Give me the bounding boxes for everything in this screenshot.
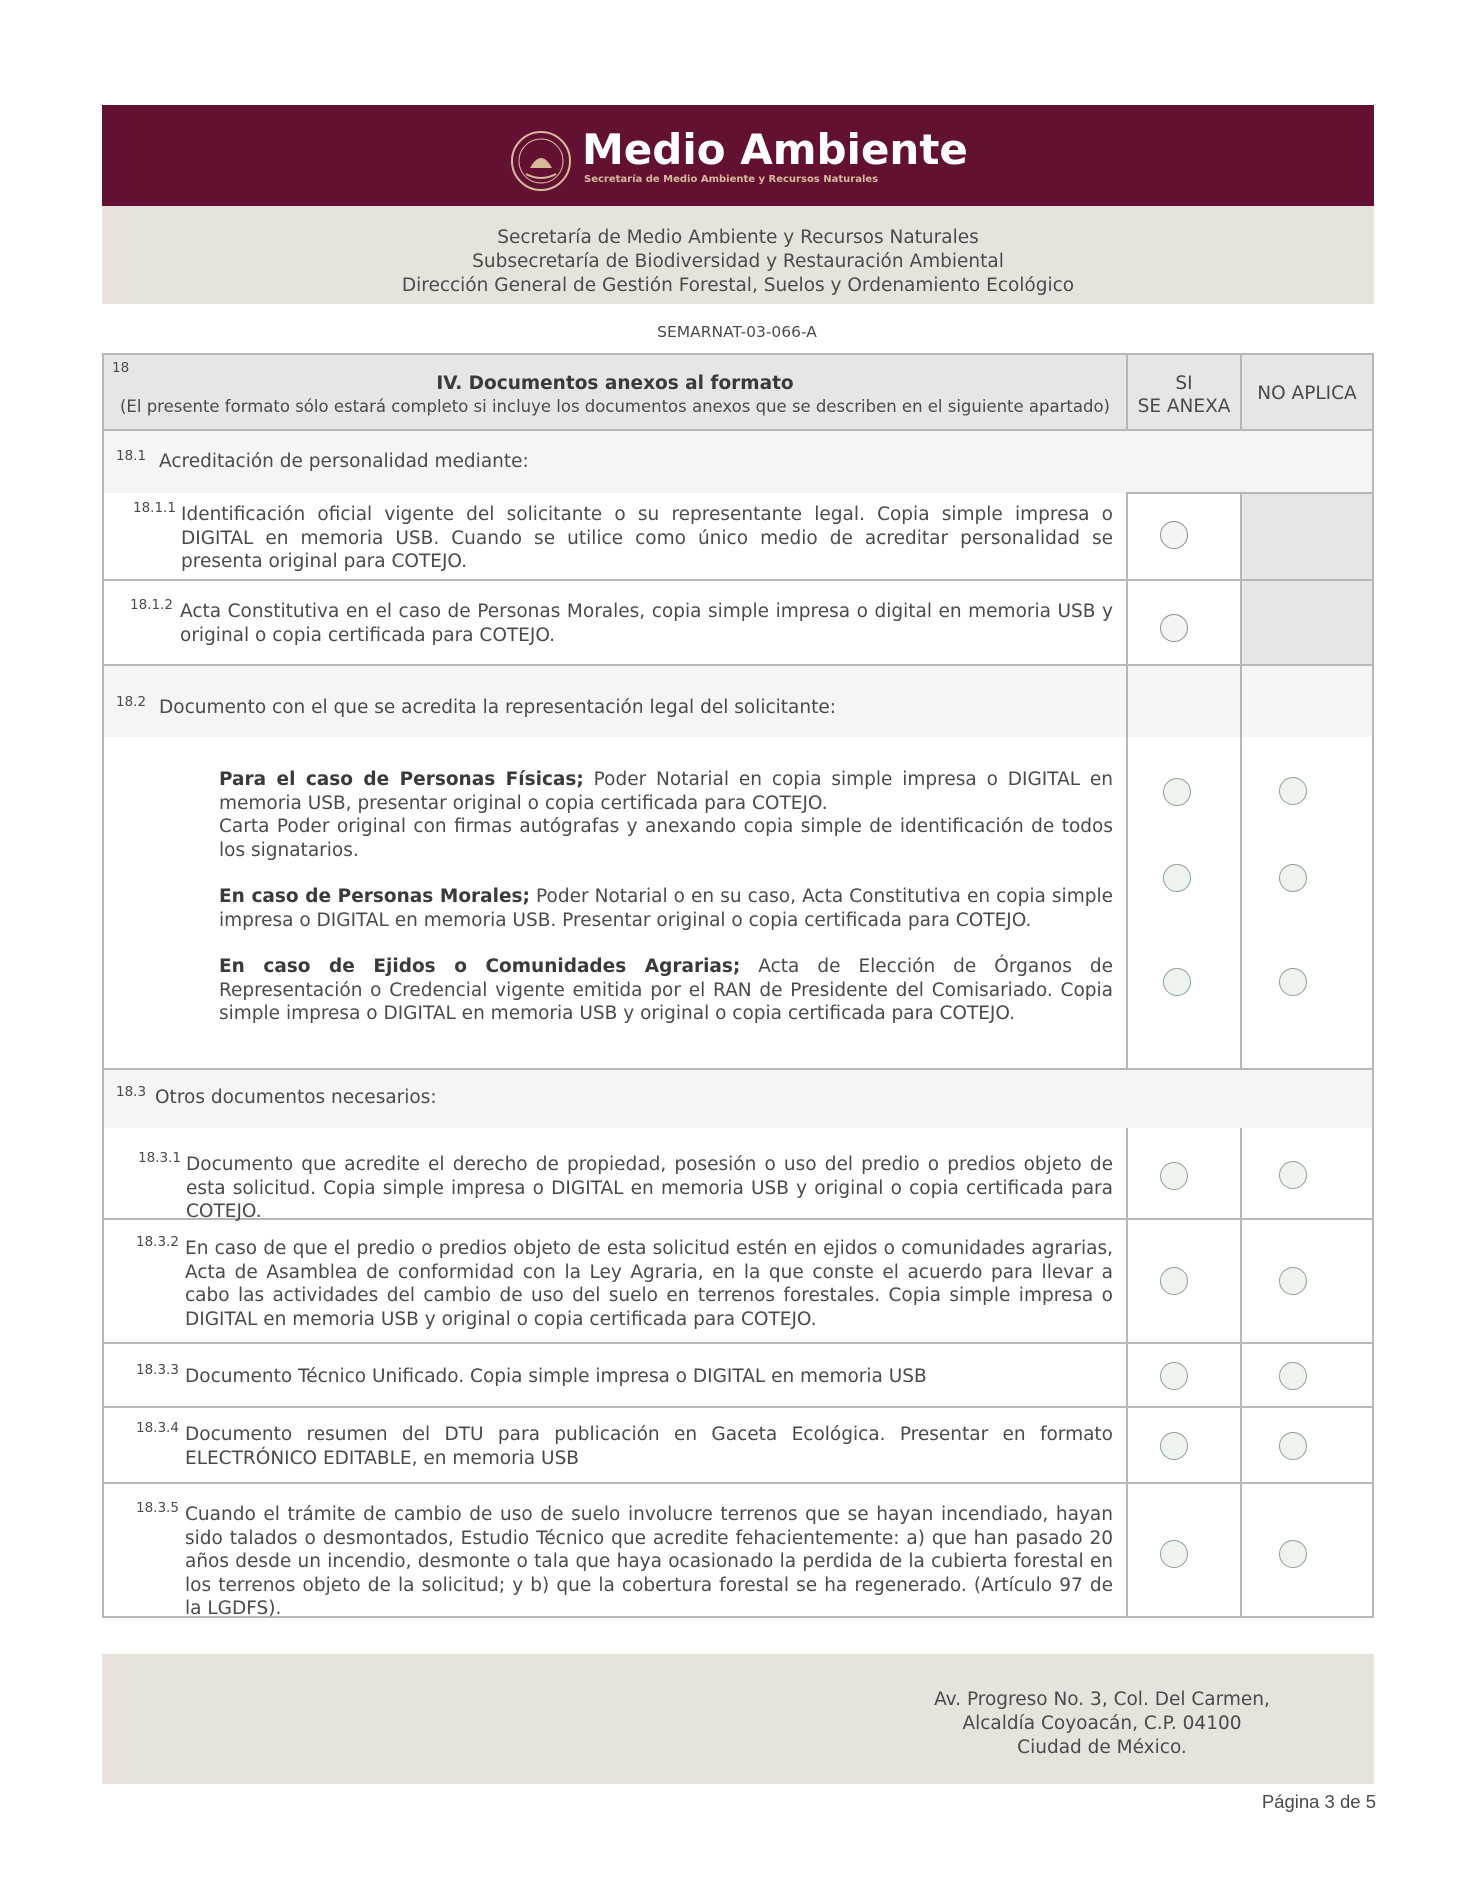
item-bold-label: En caso de Personas Morales; bbox=[219, 886, 530, 907]
radio-no-aplica-18-3-3[interactable] bbox=[1279, 1362, 1307, 1390]
group-label: Otros documentos necesarios: bbox=[155, 1087, 437, 1108]
column-header-si-line: SI bbox=[1175, 373, 1193, 394]
item-number: 18.1.1 bbox=[133, 500, 176, 516]
radio-no-aplica-18-3-5[interactable] bbox=[1279, 1540, 1307, 1568]
item-text-part: Poder Notarial en copia simple impresa o DIGITAL en memoria USB, presentar original o copia certificada para COTEJO. bbox=[219, 769, 1114, 814]
item-text: Documento resumen del DTU para publicación en Gaceta Ecológica. Presentar en formato ELECTRÓNICO EDITABLE, en memoria USB bbox=[185, 1424, 1113, 1469]
radio-si-carta-poder[interactable] bbox=[1163, 864, 1191, 892]
radio-si-ejidos[interactable] bbox=[1163, 968, 1191, 996]
section-number: 18 bbox=[112, 360, 130, 376]
semarnat-logo bbox=[510, 125, 968, 190]
item-text: Documento Técnico Unificado. Copia simple impresa o DIGITAL en memoria USB bbox=[185, 1366, 927, 1387]
radio-si-18-3-2[interactable] bbox=[1160, 1267, 1188, 1295]
item-text-personas-fisicas bbox=[219, 768, 1113, 815]
column-header-si bbox=[1128, 372, 1240, 418]
radio-no-aplica-fisicas[interactable] bbox=[1279, 777, 1307, 805]
item-text-part: Poder Notarial o en su caso, Acta Constitutiva en copia simple impresa o DIGITAL en memoria USB. Presentar original o copia certificada para COTEJO. bbox=[219, 886, 1113, 931]
group-number: 18.1 bbox=[116, 448, 147, 464]
radio-no-aplica-18-3-1[interactable] bbox=[1279, 1161, 1307, 1189]
item-text: Documento que acredite el derecho de propiedad, posesión o uso del predio o predios objeto de esta solicitud. Copia simple impresa o DIGITAL en memoria USB y original o copia certificada para COTEJO. bbox=[186, 1154, 1113, 1222]
item-number: 18.3.5 bbox=[136, 1500, 179, 1516]
institution-line: Dirección General de Gestión Forestal, Suelos y Ordenamiento Ecológico bbox=[401, 275, 1075, 296]
brand-subtitle: Secretaría de Medio Ambiente y Recursos Naturales bbox=[584, 174, 879, 185]
institution-line: Subsecretaría de Biodiversidad y Restauración Ambiental bbox=[472, 251, 1004, 272]
radio-no-aplica-carta-poder[interactable] bbox=[1279, 864, 1307, 892]
address bbox=[882, 1688, 1322, 1760]
radio-si-18-3-3[interactable] bbox=[1160, 1362, 1188, 1390]
item-number: 18.3.4 bbox=[136, 1420, 179, 1436]
section-title: IV. Documentos anexos al formato bbox=[436, 373, 794, 394]
address-line: Alcaldía Coyoacán, C.P. 04100 bbox=[962, 1713, 1242, 1734]
group-label: Acreditación de personalidad mediante: bbox=[159, 451, 529, 472]
item-bold-label: En caso de Ejidos o Comunidades Agrarias; bbox=[219, 956, 741, 977]
item-text-ejidos bbox=[219, 955, 1113, 1026]
radio-si-18-3-1[interactable] bbox=[1160, 1162, 1188, 1190]
item-number: 18.3.1 bbox=[138, 1150, 181, 1166]
item-text: Acta Constitutiva en el caso de Personas Morales, copia simple impresa o digital en memoria USB y original o copia certificada para COTEJO. bbox=[180, 601, 1113, 646]
address-line: Av. Progreso No. 3, Col. Del Carmen, bbox=[934, 1689, 1270, 1710]
column-header-si-line: SE ANEXA bbox=[1137, 396, 1231, 417]
group-number: 18.2 bbox=[116, 694, 147, 710]
radio-no-aplica-18-3-2[interactable] bbox=[1279, 1267, 1307, 1295]
address-line: Ciudad de México. bbox=[1017, 1737, 1187, 1758]
form-code: SEMARNAT-03-066-A bbox=[657, 323, 817, 341]
item-text-part: Acta de Elección de Órganos de Representación o Credencial vigente emitida por el RAN de Presidente del Comisariado. Copia simple impresa o DIGITAL en memoria USB y original o copia certificada para COTEJO. bbox=[219, 956, 1113, 1024]
radio-si-18-1-1[interactable] bbox=[1160, 521, 1188, 549]
item-text-personas-morales bbox=[219, 885, 1113, 932]
group-label: Documento con el que se acredita la representación legal del solicitante: bbox=[159, 697, 836, 718]
radio-no-aplica-ejidos[interactable] bbox=[1279, 968, 1307, 996]
national-emblem-icon bbox=[510, 130, 572, 192]
item-number: 18.3.3 bbox=[136, 1362, 179, 1378]
institution-band bbox=[102, 206, 1374, 304]
item-number: 18.3.2 bbox=[136, 1234, 179, 1250]
brand-name: Medio Ambiente bbox=[582, 125, 968, 174]
radio-si-18-1-2[interactable] bbox=[1160, 614, 1188, 642]
radio-si-18-3-4[interactable] bbox=[1160, 1432, 1188, 1460]
page-number: Página 3 de 5 bbox=[1261, 1791, 1376, 1812]
footer-band bbox=[102, 1654, 1374, 1784]
group-number: 18.3 bbox=[116, 1084, 147, 1100]
item-text-carta-poder: Carta Poder original con firmas autógrafas y anexando copia simple de identificación de todos los signatarios. bbox=[219, 816, 1113, 861]
column-header-no-aplica: NO APLICA bbox=[1257, 383, 1357, 404]
item-bold-label: Para el caso de Personas Físicas; bbox=[219, 769, 584, 790]
radio-si-18-3-5[interactable] bbox=[1160, 1540, 1188, 1568]
item-text: Identificación oficial vigente del solicitante o su representante legal. Copia simple impresa o DIGITAL en memoria USB. Cuando se utilice como único medio de acreditar personalidad se presenta original para COTEJO. bbox=[181, 504, 1113, 572]
radio-si-fisicas[interactable] bbox=[1163, 778, 1191, 806]
item-text: En caso de que el predio o predios objeto de esta solicitud estén en ejidos o comunidades agrarias, Acta de Asamblea de conformidad con la Ley Agraria, en la que conste el acuerdo para llevar a cabo las actividades del cambio de uso del suelo en terrenos forestales. Copia simple impresa o DIGITAL en memoria USB y original o copia certificada para COTEJO. bbox=[185, 1238, 1113, 1330]
item-number: 18.1.2 bbox=[130, 597, 173, 613]
radio-no-aplica-18-3-4[interactable] bbox=[1279, 1432, 1307, 1460]
item-text: Cuando el trámite de cambio de uso de suelo involucre terrenos que se hayan incendiado, hayan sido talados o desmontados, Estudio Técnico que acredite fehacientemente: a) que han pasado 20 años desde un incendio, desmonte o tala que haya ocasionado la perdida de la cubierta forestal en los terrenos objeto de la solicitud; y b) que la cobertura forestal se ha regenerado. (Artículo 97 de la LGDFS). bbox=[185, 1504, 1113, 1619]
section-subtitle: (El presente formato sólo estará completo si incluye los documentos anexos que se describen en el siguiente apartado) bbox=[120, 397, 1110, 416]
institution-line: Secretaría de Medio Ambiente y Recursos Naturales bbox=[497, 227, 979, 248]
